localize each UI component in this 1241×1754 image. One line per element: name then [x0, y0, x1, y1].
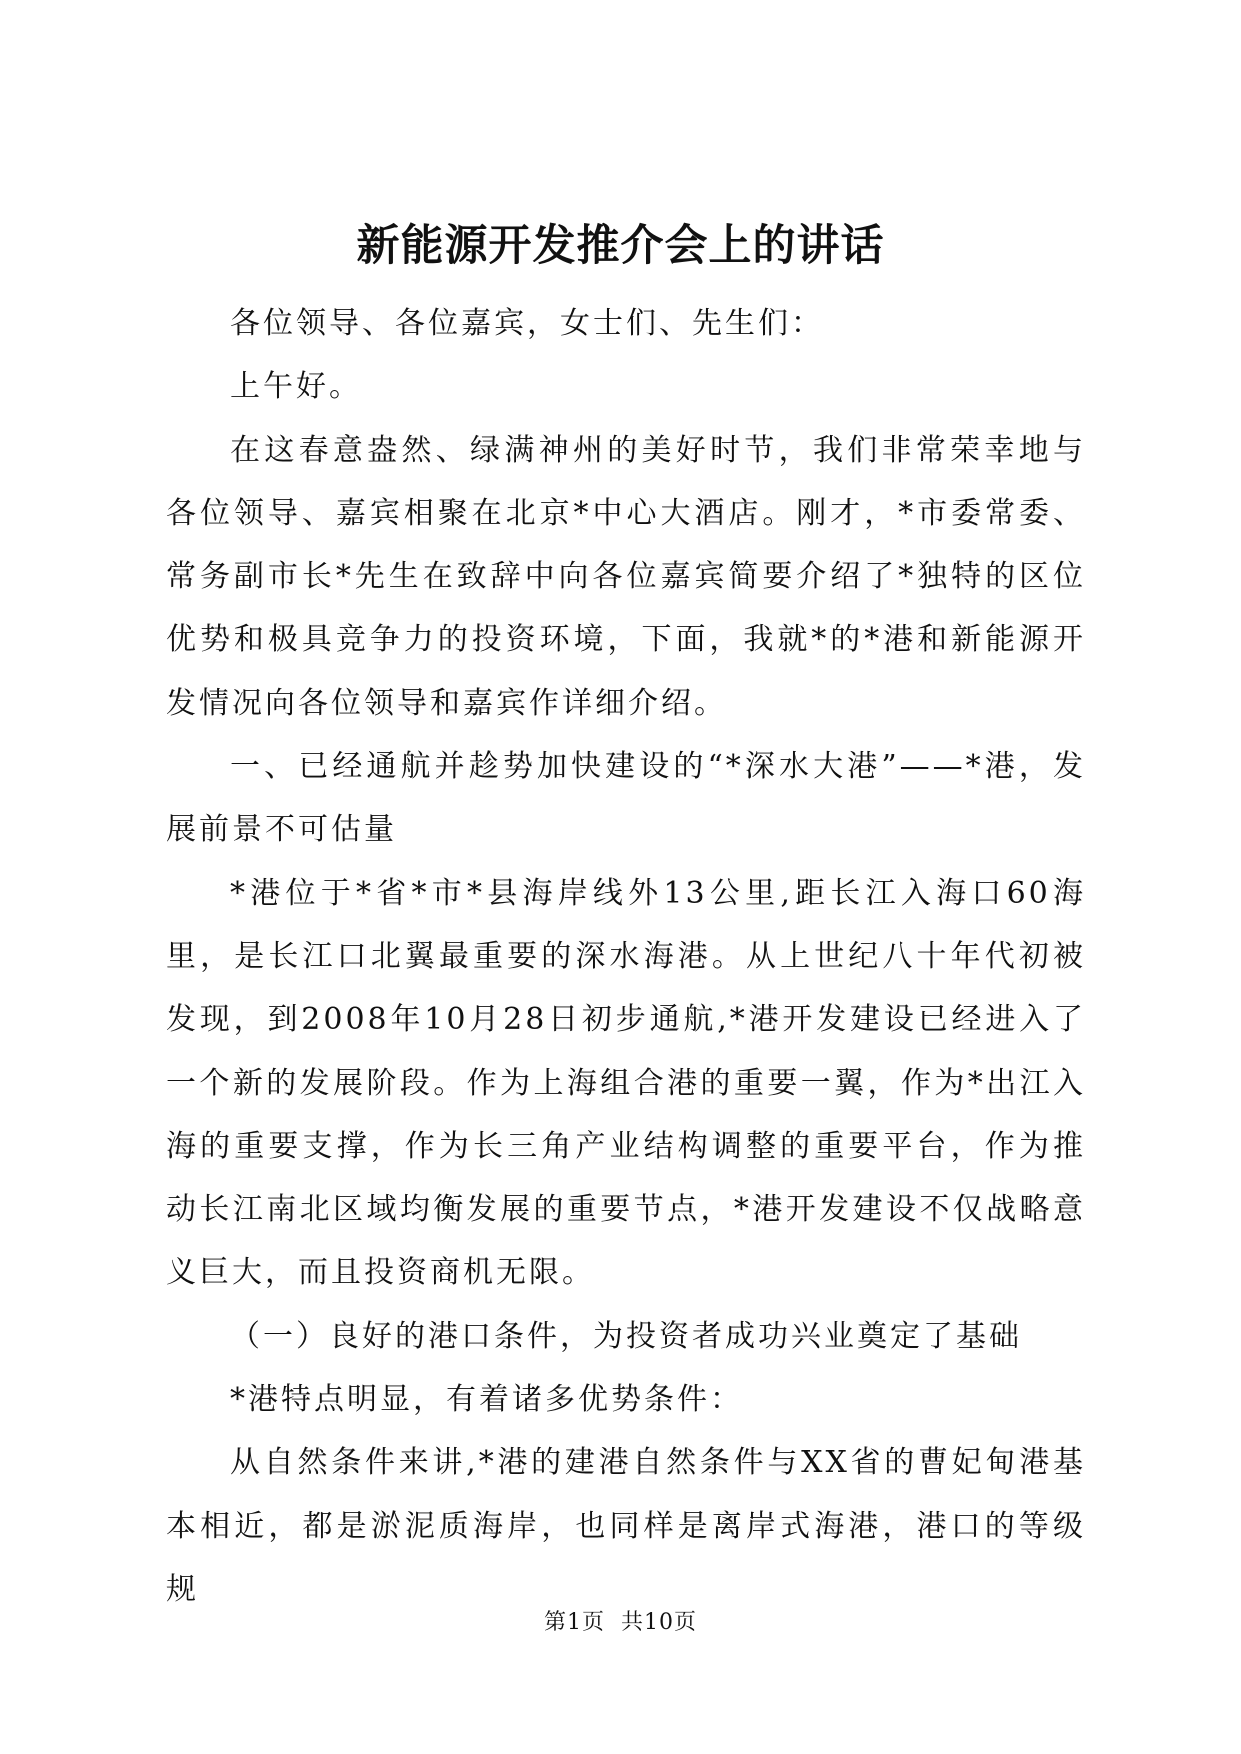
page-total: 共10页	[621, 1610, 697, 1635]
paragraph-salutation: 各位领导、各位嘉宾，女士们、先生们：	[230, 306, 824, 341]
page-number: 第1页	[544, 1610, 605, 1635]
paragraph-port-overview: *港位于*省*市*县海岸线外13公里,距长江入海口60海里，是长江口北翼最重要的深水海港。从上世纪八十年代初被发现，到2008年10月28日初步通航,*港开发建设已经进入了一个新的发展阶段。作为上海组合港的重要一翼，作为*出江入海的重要支撑，作为长三角产业结构调整的重要平台，作为推动长江南北区域均衡发展的重要节点，*港开发建设不仅战略意义巨大，而且投资商机无限。	[166, 875, 1086, 1291]
paragraph-intro: 在这春意盎然、绿满神州的美好时节，我们非常荣幸地与各位领导、嘉宾相聚在北京*中心大酒店。刚才，*市委常委、常务副市长*先生在致辞中向各位嘉宾简要介绍了*独特的区位优势和极具竞争力的投资环境，下面，我就*的*港和新能源开发情况向各位领导和嘉宾作详细介绍。	[166, 432, 1086, 721]
section-heading-1: 一、已经通航并趁势加快建设的“*深水大港”——*港，发展前景不可估量	[166, 749, 1086, 848]
paragraph-port-features: *港特点明显，有着诸多优势条件：	[230, 1382, 743, 1418]
page-footer	[0, 1608, 1241, 1638]
paragraph-greeting: 上午好。	[230, 369, 362, 405]
subsection-heading-1: （一）良好的港口条件，为投资者成功兴业奠定了基础	[230, 1318, 1022, 1354]
paragraph-natural-conditions: 从自然条件来讲,*港的建港自然条件与XX省的曹妃甸港基本相近，都是淤泥质海岸，也同样是离岸式海港，港口的等级规	[166, 1445, 1086, 1607]
document-body	[166, 292, 1086, 1621]
document-title: 新能源开发推介会上的讲话	[356, 221, 885, 271]
